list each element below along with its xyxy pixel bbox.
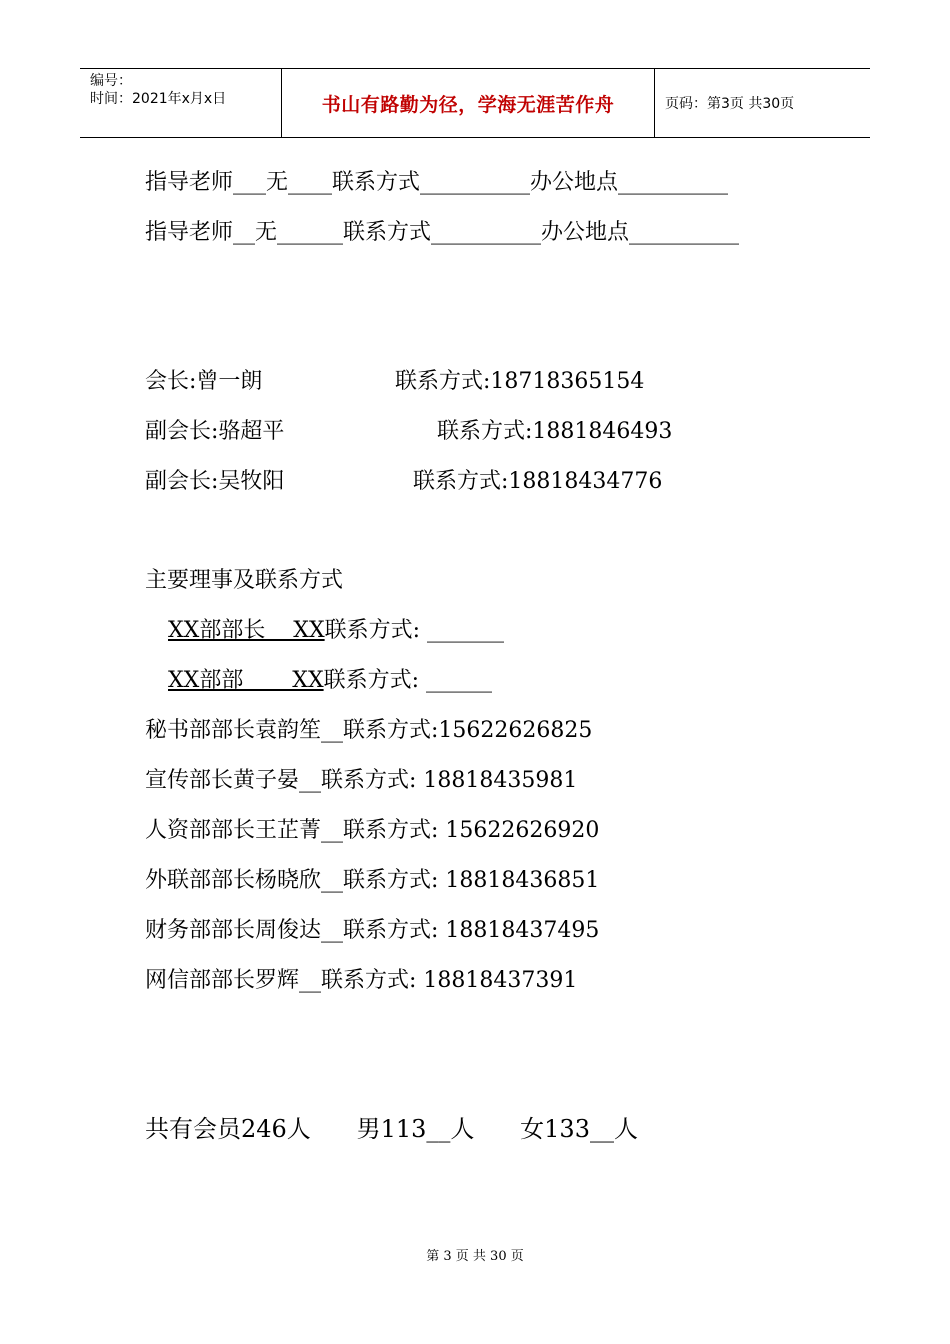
header-page-info: 页码：第3页 共30页 (665, 96, 795, 112)
advisor-line: 指导老师__无______联系方式__________办公地点__________ (145, 220, 740, 245)
header-time: 时间：2021年x月x日 (90, 91, 227, 107)
director-line: 财务部部长周俊达__联系方式: 18818437495 (145, 918, 600, 943)
advisor-line: 指导老师___无____联系方式__________办公地点__________ (145, 170, 729, 195)
leader-role: 会长:曾一朗 (145, 369, 263, 394)
header-meta (80, 69, 282, 137)
director-line: 外联部部长杨晓欣__联系方式: 18818436851 (145, 868, 600, 893)
header-motto: 书山有路勤为径，学海无涯苦作舟 (282, 69, 655, 137)
template-tail: 联系方式: (323, 668, 427, 693)
leader-role: 副会长:骆超平 (145, 419, 285, 444)
template-line (168, 616, 504, 646)
template-blank: _______ (427, 618, 505, 643)
director-line: 秘书部部长袁韵笙__联系方式:15622626825 (145, 718, 593, 743)
director-line: 人资部部长王芷菁__联系方式: 15622626920 (145, 818, 600, 843)
leader-contact: 联系方式:18818434776 (413, 469, 663, 494)
template-tail: 联系方式: (324, 618, 428, 643)
directors-title: 主要理事及联系方式 (145, 568, 344, 593)
template-blank: ______ (426, 668, 493, 693)
director-line: 宣传部长黄子晏__联系方式: 18818435981 (145, 768, 578, 793)
members-summary: 共有会员246人 男113__人 女133__人 (145, 1115, 638, 1143)
page-header (80, 68, 870, 138)
director-line: 网信部部长罗辉__联系方式: 18818437391 (145, 968, 578, 993)
page-footer: 第 3 页 共 30 页 (426, 1249, 524, 1264)
template-head: XX部部 XX (168, 668, 324, 693)
leader-contact: 联系方式:1881846493 (437, 419, 673, 444)
leader-contact: 联系方式:18718365154 (395, 369, 645, 394)
header-number: 编号： (90, 73, 132, 89)
template-head: XX部部长 XX (168, 618, 325, 643)
leader-role: 副会长:吴牧阳 (145, 469, 285, 494)
template-line (168, 666, 492, 696)
